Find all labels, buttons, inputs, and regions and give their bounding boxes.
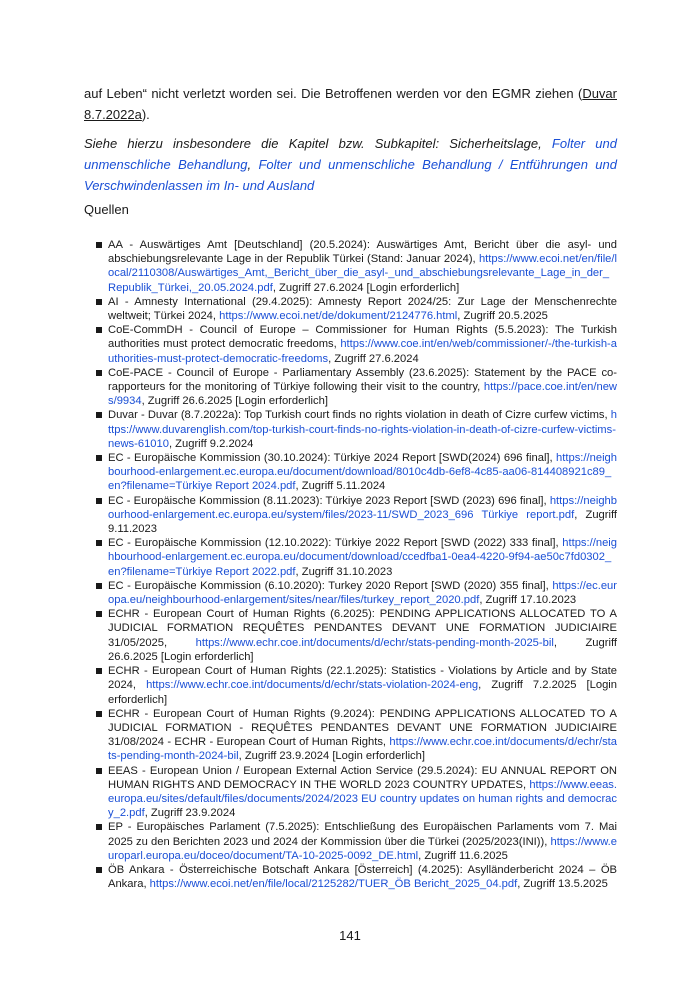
source-item: [96, 323, 617, 366]
source-access-date: , Zugriff 26.6.2025 [Login erforderlich]: [108, 636, 617, 663]
bullet-icon: [96, 711, 102, 717]
source-url-link[interactable]: https://www.ecoi.net/de/dokument/2124776.html: [219, 310, 458, 323]
source-item: [96, 494, 617, 537]
source-access-date: , Zugriff 27.6.2024 [Login erforderlich]: [272, 281, 460, 294]
source-url-link[interactable]: https://www.echr.coe.int/documents/d/echr/stats-pending-month-2024-bil: [108, 736, 617, 763]
source-url-link[interactable]: https://ec.europa.eu/neighbourhood-enlargement/sites/near/files/turkey_report_2020.pdf: [108, 579, 617, 607]
source-url-link[interactable]: https://www.echr.coe.int/documents/d/echr/stats-violation-2024-eng: [146, 679, 479, 692]
source-url-link[interactable]: https://neighbourhood-enlargement.ec.europa.eu/document/download/8010c4db-6ef8-4c85-aa06-814408921c89_en?filename=Türkiye Report 2024.pdf: [108, 452, 617, 493]
source-item: [96, 863, 617, 891]
source-url-link[interactable]: https://neighbourhood-enlargement.ec.europa.eu/system/files/2023-11/SWD_2023_696 Türkiye report.pdf: [108, 494, 617, 521]
source-text: CoE-PACE - Council of Europe - Parliamentary Assembly (23.6.2025): Statement by the PACE co-rapporteurs for the monitoring of Türkiye following their visit to the country,: [108, 366, 617, 394]
page-number: 141: [339, 928, 361, 943]
source-access-date: , Zugriff 13.5.2025: [517, 878, 608, 891]
source-url-link[interactable]: https://www.coe.int/en/web/commissioner/-/the-turkish-authorities-must-protect-democratic-freedoms: [108, 338, 617, 365]
source-url-link[interactable]: https://www.duvarenglish.com/top-turkish-court-finds-no-rights-violation-in-death-of-cizre-curfew-victims-news-61010: [108, 409, 617, 450]
source-item: [96, 820, 617, 863]
source-access-date: , Zugriff 27.6.2024: [328, 352, 419, 365]
bullet-icon: [96, 498, 102, 504]
source-item: [96, 451, 617, 494]
chapter-reference-note: [84, 133, 617, 196]
source-item: [96, 579, 617, 607]
source-access-date: , Zugriff 20.5.2025: [457, 310, 548, 323]
bullet-icon: [96, 768, 102, 774]
bullet-icon: [96, 327, 102, 333]
source-item: [96, 238, 617, 295]
bullet-icon: [96, 668, 102, 674]
note-lead: Siehe hierzu insbesondere die Kapitel bzw. Subkapitel: Sicherheitslage,: [84, 136, 552, 151]
intro-end: ).: [141, 107, 150, 122]
sources-heading: Quellen: [84, 202, 129, 217]
source-text: EC - Europäische Kommission (30.10.2024): Türkiye 2024 Report [SWD(2024) 696 final],: [108, 452, 557, 465]
source-access-date: , Zugriff 9.2.2024: [168, 437, 254, 450]
bullet-icon: [96, 299, 102, 305]
source-text: AI - Amnesty International (29.4.2025): Amnesty Report 2024/25: Zur Lage der Menschenrechte weltweit; Türkei 2024,: [108, 295, 617, 323]
source-text: EC - Europäische Kommission (6.10.2020): Turkey 2020 Report [SWD (2020) 355 final],: [108, 579, 553, 592]
source-item: [96, 707, 617, 764]
source-access-date: , Zugriff 5.11.2024: [295, 480, 386, 493]
source-url-link[interactable]: https://www.echr.coe.int/documents/d/echr/stats-pending-month-2025-bil: [195, 636, 554, 649]
source-text: EEAS - European Union / European External Action Service (29.5.2024): EU ANNUAL REPORT ON HUMAN RIGHTS AND DEMOCRACY IN THE WORLD 2023 COUNTRY UPDATES,: [108, 764, 617, 791]
source-text: AA - Auswärtiges Amt [Deutschland] (20.5.2024): Auswärtiges Amt, Bericht über die asyl- und abschiebungsrelevante Lage in der Republik Türkei (Stand: Januar 2024),: [108, 239, 617, 266]
source-url-link[interactable]: https://www.ecoi.net/en/file/local/2110308/Auswärtiges_Amt,_Bericht_über_die_asyl-_und_abschiebungsrelevante_Lage_in_der_Republik_Türkei,_20.05.2024.pdf: [108, 253, 617, 294]
source-access-date: , Zugriff 7.2.2025 [Login erforderlich]: [108, 679, 618, 706]
source-access-date: , Zugriff 26.6.2025 [Login erforderlich]: [141, 395, 328, 408]
bullet-icon: [96, 540, 102, 546]
source-access-date: , Zugriff 23.9.2024: [144, 807, 236, 820]
source-item: [96, 366, 617, 409]
bullet-icon: [96, 867, 102, 873]
bullet-icon: [96, 412, 102, 418]
source-item: [96, 536, 617, 579]
source-text: EC - Europäische Kommission (8.11.2023): Türkiye 2023 Report [SWD (2023) 696 final],: [108, 494, 550, 507]
note-separator: ,: [247, 157, 259, 172]
intro-source-link[interactable]: Duvar 8.7.2022a: [84, 86, 617, 122]
bullet-icon: [96, 370, 102, 376]
bullet-icon: [96, 242, 102, 248]
source-url-link[interactable]: https://neighbourhood-enlargement.ec.europa.eu/document/download/ccedfba1-0ea4-4220-9f94-ae50c7fd0302_en?filename=Türkiye Report 2022.pdf: [108, 537, 617, 578]
source-url-link[interactable]: https://pace.coe.int/en/news/9934: [108, 381, 617, 408]
source-text: ECHR - European Court of Human Rights (22.1.2025): Statistics - Violations by Article and by State 2024,: [108, 665, 617, 692]
intro-text: auf Leben“ nicht verletzt worden sei. Die Betroffenen werden vor den EGMR ziehen (: [84, 86, 583, 101]
intro-paragraph: [84, 83, 617, 125]
bullet-icon: [96, 455, 102, 461]
source-access-date: , Zugriff 17.10.2023: [479, 594, 577, 607]
source-item: [96, 295, 617, 323]
source-access-date: , Zugriff 31.10.2023: [295, 565, 393, 578]
chapter-link-torture[interactable]: Folter und unmenschliche Behandlung: [84, 136, 617, 172]
source-text: Duvar - Duvar (8.7.2022a): Top Turkish court finds no rights violation in death of Cizre curfew victims,: [108, 409, 611, 422]
bullet-icon: [96, 611, 102, 617]
source-text: ÖB Ankara - Österreichische Botschaft Ankara [Österreich] (4.2025): Asylländerbericht 2024 – ÖB Ankara,: [108, 863, 617, 891]
chapter-link-abductions[interactable]: Folter und unmenschliche Behandlung / Entführungen und Verschwindenlassen im In- und Ausland: [84, 157, 617, 193]
source-access-date: , Zugriff 23.9.2024 [Login erforderlich]: [238, 750, 425, 763]
source-item: [96, 664, 617, 707]
source-access-date: , Zugriff 9.11.2023: [108, 508, 617, 536]
source-item: [96, 607, 617, 664]
source-access-date: , Zugriff 11.6.2025: [418, 849, 508, 862]
source-item: [96, 764, 617, 821]
source-text: EC - Europäische Kommission (12.10.2022): Türkiye 2022 Report [SWD (2022) 333 final],: [108, 537, 563, 550]
source-url-link[interactable]: https://www.ecoi.net/en/file/local/2125282/TUER_ÖB Bericht_2025_04.pdf: [149, 878, 518, 891]
bullet-icon: [96, 824, 102, 830]
source-text: EP - Europäisches Parlament (7.5.2025): Entschließung des Europäischen Parlaments vom 7. Mai 2025 zu den Berichten 2023 und 2024 der Kommission über die Türkei (2025/2023(INI)),: [108, 821, 617, 848]
source-text: ECHR - European Court of Human Rights (6.2025): PENDING APPLICATIONS ALLOCATED TO A JUDICIAL FORMATION REQUÊTES PENDANTES DEVANT UNE FORMATION JUDICIAIRE 31/05/2025,: [108, 608, 617, 649]
source-text: CoE-CommDH - Council of Europe – Commissioner for Human Rights (5.5.2023): The Turkish authorities must protect democratic freedoms,: [108, 324, 617, 351]
source-url-link[interactable]: https://www.europarl.europa.eu/doceo/document/TA-10-2025-0092_DE.html: [108, 835, 617, 862]
source-item: [96, 408, 617, 451]
source-url-link[interactable]: https://www.eeas.europa.eu/sites/default/files/documents/2024/2023 EU country updates on human rights and democracy_2.pdf: [108, 778, 617, 820]
bullet-icon: [96, 583, 102, 589]
source-text: ECHR - European Court of Human Rights (9.2024): PENDING APPLICATIONS ALLOCATED TO A JUDICIAL FORMATION - REQUÊTES PENDANTES DEVANT UNE FORMATION JUDICIAIRE 31/08/2024 - ECHR - European Court of Human Rights,: [108, 707, 617, 749]
sources-list: [96, 238, 617, 891]
